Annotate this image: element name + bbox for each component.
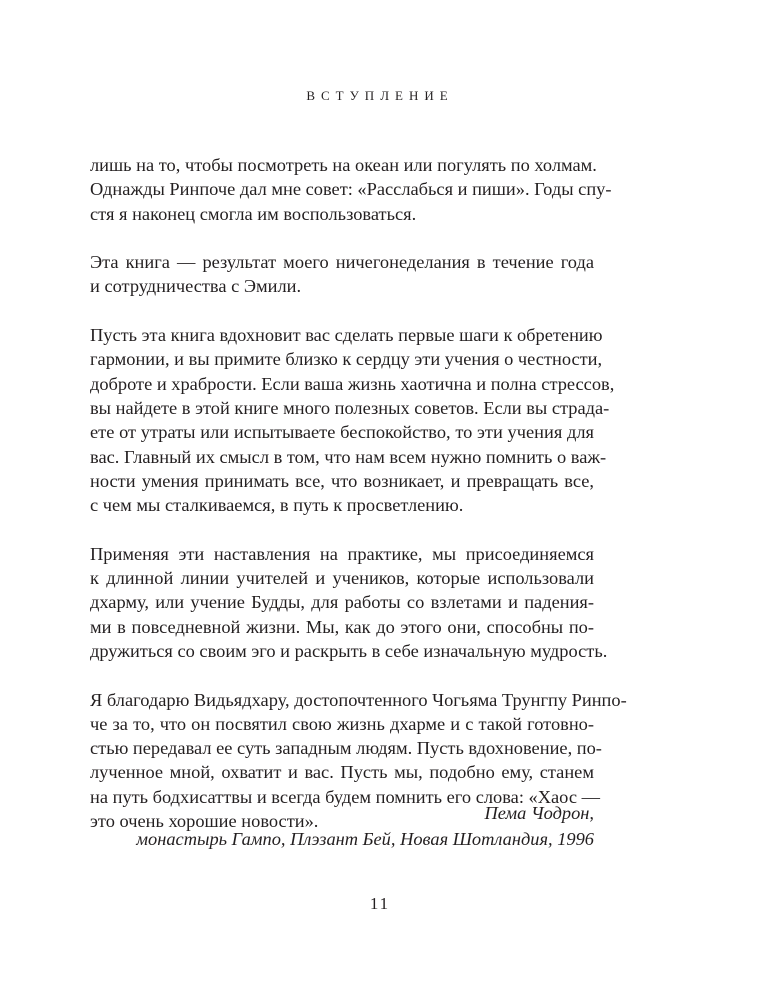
paragraph: [90, 250, 594, 299]
text-line: Пусть эта книга вдохновит вас сделать первые шаги к обретению: [90, 325, 603, 346]
text-line: Эта книга — результат моего ничегонеделания в течение года: [90, 252, 594, 273]
text-line: к длинной линии учителей и учеников, которые использовали: [90, 568, 594, 589]
text-line: стью передавал ее суть западным людям. Пусть вдохновение, по-: [90, 738, 602, 759]
text-line: Я благодарю Видьядхару, достопочтенного Чогьяма Трунгпу Ринпо-: [90, 689, 627, 710]
paragraph: [90, 323, 615, 517]
text-line: ности умения принимать все, что возникает, и превращать все,: [90, 470, 594, 491]
text-line: это очень хорошие новости».: [90, 811, 319, 832]
text-line: Применяя эти наставления на практике, мы присоединяемся: [90, 543, 594, 564]
text-line: доброте и храбрости. Если ваша жизнь хаотична и полна стрессов,: [90, 373, 615, 394]
text-line: вас. Главный их смысл в том, что нам всем нужно помнить о важ-: [90, 446, 607, 467]
text-line: лученное мной, охватит и вас. Пусть мы, подобно ему, станем: [90, 762, 594, 783]
text-line: ете от утраты или испытываете беспокойство, то эти учения для: [90, 422, 594, 443]
text-line: на путь бодхисаттвы и всегда будем помнить его слова: «Хаос —: [90, 786, 600, 807]
signature-author: Пема Чодрон,: [484, 803, 594, 823]
text-line: ми в повседневной жизни. Мы, как до этого они, способны по-: [90, 616, 594, 637]
signature-block: [90, 800, 594, 852]
text-line: Однажды Ринпоче дал мне совет: «Расслабься и пиши». Годы спу-: [90, 179, 612, 200]
text-line: дхарму, или учение Будды, для работы со взлетами и падения-: [90, 592, 594, 613]
paragraph: [90, 153, 612, 226]
page-number: 11: [369, 894, 391, 913]
body-text: [90, 153, 627, 858]
text-line: с чем мы сталкиваемся, в путь к просветлению.: [90, 495, 464, 516]
text-line: лишь на то, чтобы посмотреть на океан или погулять по холмам.: [90, 155, 597, 175]
text-line: и сотрудничества с Эмили.: [90, 276, 302, 297]
paragraph: [90, 542, 608, 663]
text-line: че за то, что он посвятил свою жизнь дхарме и с такой готовно-: [90, 713, 594, 734]
text-line: вы найдете в этой книге много полезных советов. Если вы страда-: [90, 397, 610, 418]
text-line: дружиться со своим эго и раскрыть в себе изначальную мудрость.: [90, 640, 608, 661]
text-line: гармонии, и вы примите близко к сердцу эти учения о честности,: [90, 349, 603, 370]
signature-place-date: монастырь Гампо, Плэзант Бей, Новая Шотландия, 1996: [136, 829, 594, 849]
running-header: ВСТУПЛЕНИЕ: [306, 88, 454, 103]
text-line: стя я наконец смогла им воспользоваться.: [90, 203, 417, 224]
